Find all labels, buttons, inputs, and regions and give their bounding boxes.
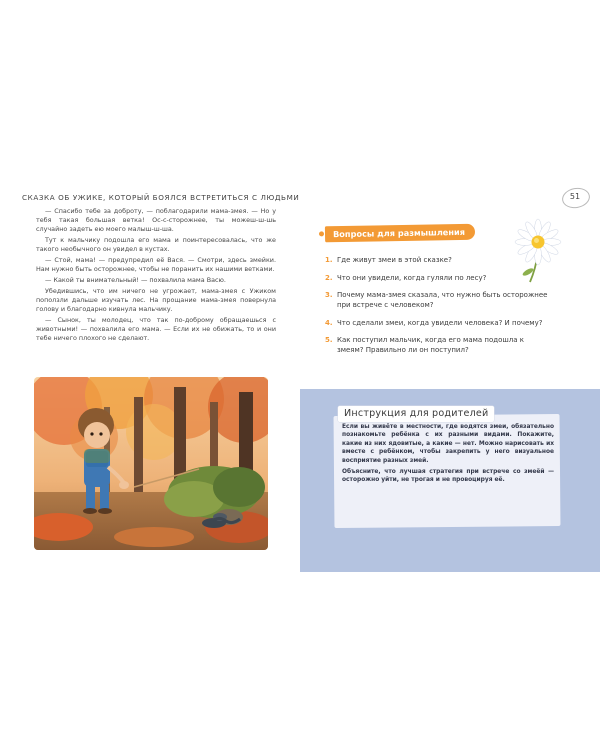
story-paragraph: — Сынок, ты молодец, что так по-доброму обращаешься с животными! — похвалила его мама. — Если их не обижать, то и они тебе ничего плохого не сделают.	[36, 315, 276, 343]
parents-paragraph: Объясните, что лучшая стратегия при встрече со змеёй — осторожно уйти, не трогая и не провоцируя её.	[342, 469, 554, 484]
question-item	[325, 318, 575, 328]
question-number: 1.	[325, 256, 333, 264]
story-paragraph: Убедившись, что им ничего не угрожает, мама-змея с Ужиком поползли дальше изучать лес. На прощание мама-змея повернула голову и благодарно кивнула мальчику.	[36, 286, 276, 314]
bullet-dot-icon	[319, 231, 324, 236]
parents-title: Инструкция для родителей	[338, 406, 494, 422]
story-paragraph: Тут к мальчику подошла его мама и поинтересовалась, что же такого необычного он увидел в кустах.	[36, 236, 276, 254]
forest-illustration	[34, 377, 268, 550]
question-item	[325, 335, 575, 355]
daisy-flower-icon	[506, 218, 566, 284]
question-text: Почему мама-змея сказала, что нужно быть осторожнее при встрече с человеком?	[337, 291, 548, 309]
question-number: 2.	[325, 273, 333, 282]
parents-instructions	[342, 423, 554, 488]
questions-title-text: Вопросы для размышления	[332, 226, 466, 240]
parents-paragraph: Если вы живёте в местности, где водятся змеи, обязательно познакомьте ребёнка с их разными видами. Покажите, какие из них ядовитые, а какие — нет. Можно нарисовать их вместе с ребёнком, чтобы закрепить у него визуальное восприятие разных змей.	[342, 424, 554, 464]
question-text: Что сделали змеи, когда увидели человека? И почему?	[337, 318, 543, 327]
question-text: Что они увидели, когда гуляли по лесу?	[337, 273, 487, 282]
question-text: Как поступил мальчик, когда его мама подошла к змеям? Правильно ли он поступил?	[337, 336, 525, 354]
page-header-title: СКАЗКА ОБ УЖИКЕ, КОТОРЫЙ БОЯЛСЯ ВСТРЕТИТЬСЯ С ЛЮДЬМИ	[22, 193, 300, 202]
questions-title	[325, 224, 475, 243]
question-item	[325, 290, 575, 310]
question-number: 5.	[325, 336, 333, 344]
page-number: 51	[565, 190, 585, 204]
story-paragraph: — Какой ты внимательный! — похвалила мама Васю.	[45, 275, 226, 284]
story-paragraph: — Стой, мама! — предупредил её Вася. — Смотри, здесь змейки. Нам нужно быть осторожнее, чтобы не поранить их нашими ветками.	[36, 256, 276, 274]
question-text: Где живут змеи в этой сказке?	[337, 256, 452, 264]
question-number: 4.	[325, 318, 333, 327]
story-paragraph: — Спасибо тебе за доброту, — поблагодарили мама-змея. — Но у тебя такая большая ветка! Ос-с-сторожнее, ты можеш-ш-шь случайно задеть ею моего малыш-ш-ша.	[36, 207, 276, 234]
story-text	[36, 207, 276, 345]
question-number: 3.	[325, 291, 333, 299]
